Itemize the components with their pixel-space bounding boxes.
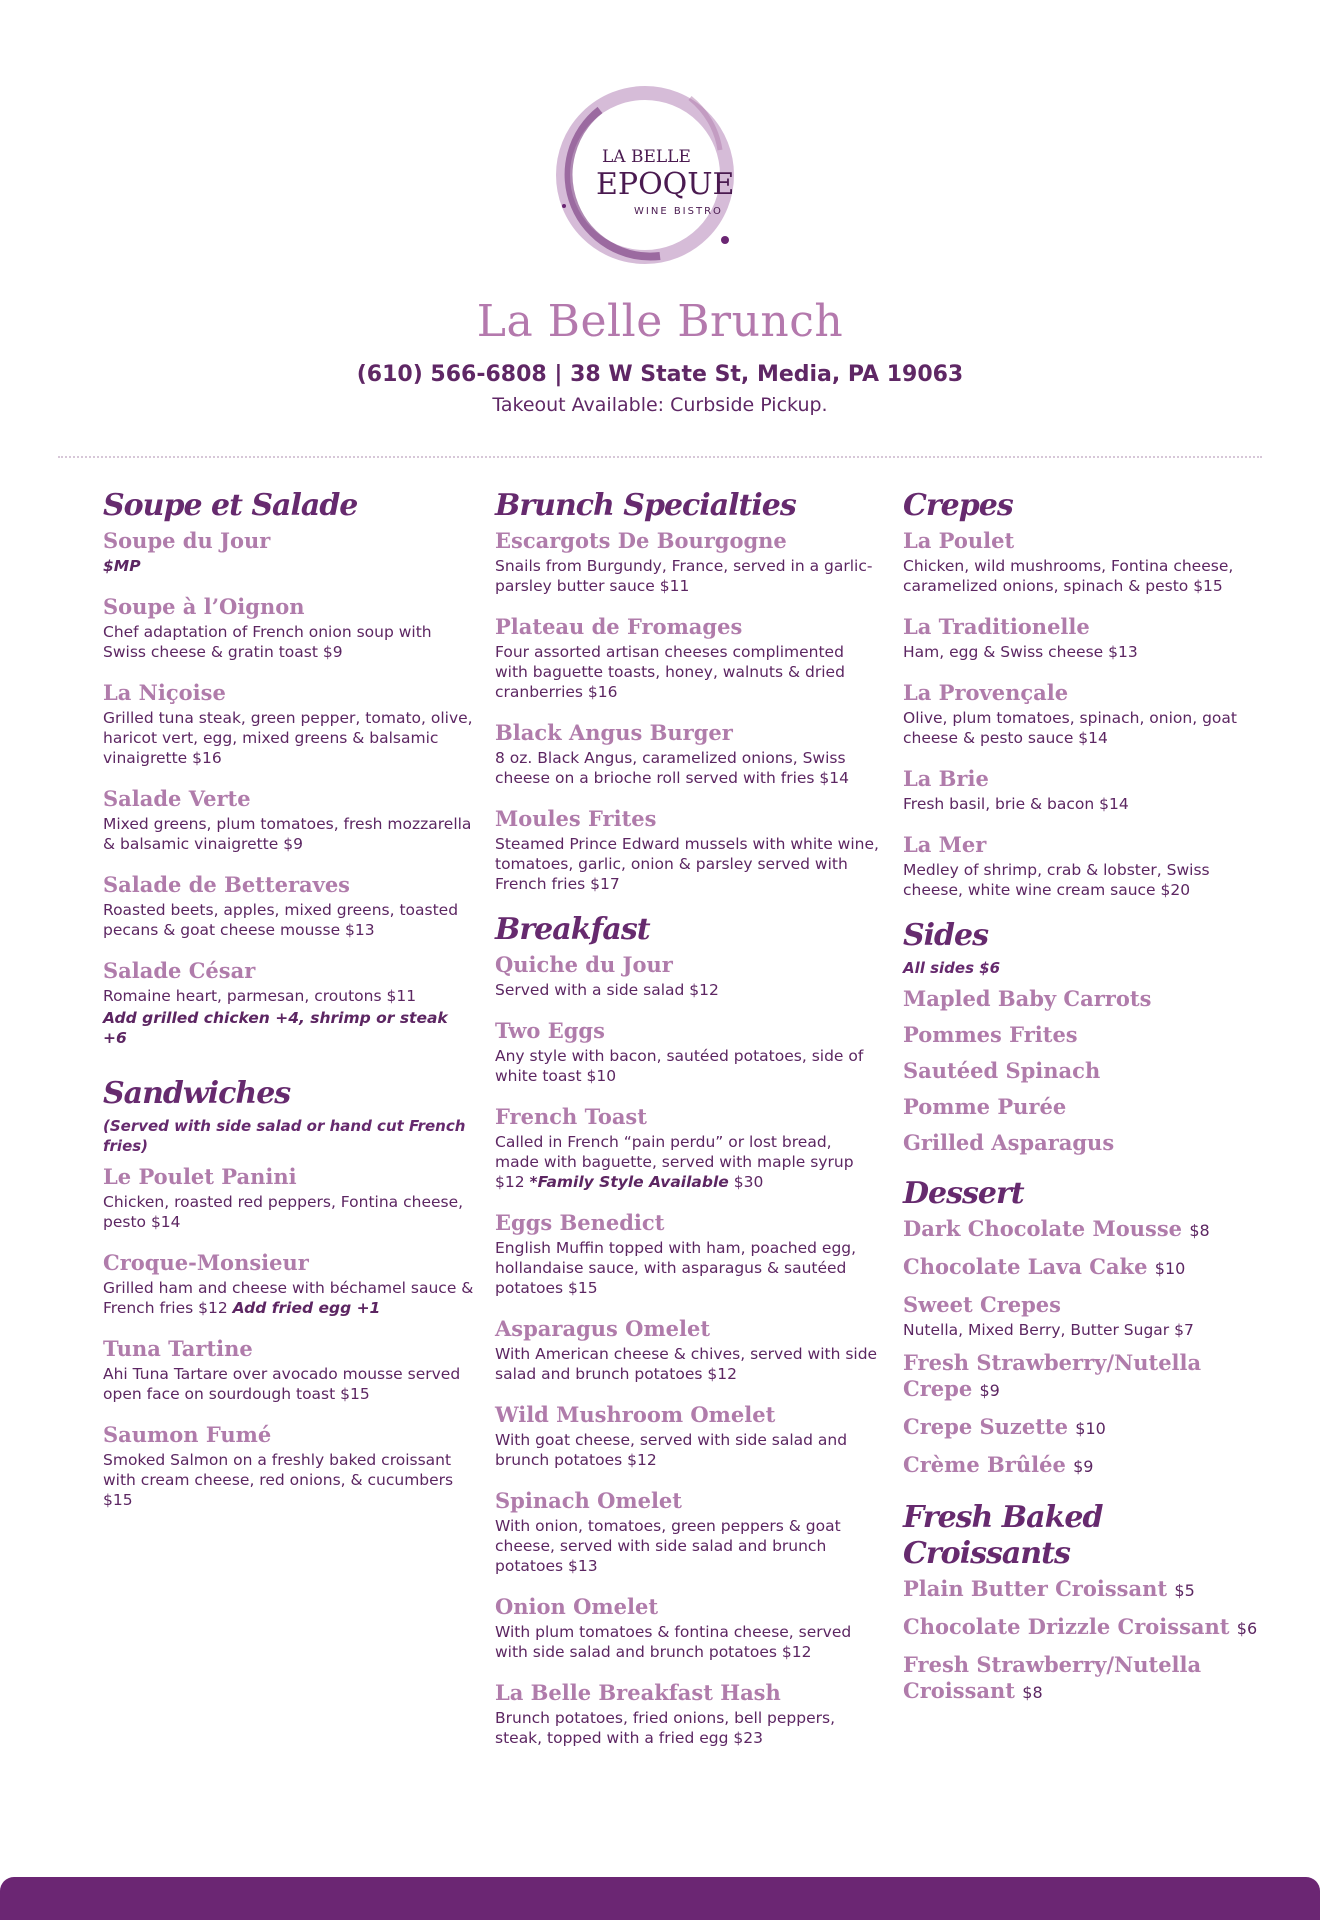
section-brunch-specialties <box>495 488 880 894</box>
menu-column-center <box>495 488 880 1766</box>
menu-item <box>495 1488 880 1576</box>
item-name: Soupe du Jour <box>103 528 271 553</box>
item-price: $10 <box>1154 1259 1186 1278</box>
item-price: $5 <box>1174 1581 1195 1600</box>
section-title: Soupe et Salade <box>103 488 358 523</box>
item-name: Onion Omelet <box>495 1594 659 1619</box>
item-name: Quiche du Jour <box>495 952 673 977</box>
logo-emblem <box>540 70 810 280</box>
section-title: Dessert <box>903 1176 1024 1211</box>
item-price: $8 <box>1022 1683 1043 1702</box>
item-desc: Served with a side salad $12 <box>495 981 719 999</box>
section-sandwiches <box>103 1076 475 1510</box>
dessert-item <box>903 1292 1263 1340</box>
item-desc: Chicken, wild mushrooms, Fontina cheese, caramelized onions, spinach & pesto $15 <box>903 557 1234 595</box>
item-name: Salade Verte <box>103 786 251 811</box>
menu-item <box>103 872 475 940</box>
item-desc: Four assorted artisan cheeses complimented with baguette toasts, honey, walnuts & dried cranberries $16 <box>495 643 845 701</box>
dessert-item <box>903 1216 1263 1244</box>
item-desc: $MP <box>103 557 141 575</box>
item-name: La Mer <box>903 832 987 857</box>
item-name: La Poulet <box>903 528 1015 553</box>
item-name: Croque-Monsieur <box>103 1250 309 1275</box>
logo-line2: EPOQUE <box>596 167 735 202</box>
item-desc: Steamed Prince Edward mussels with white wine, tomatoes, garlic, onion & parsley served with French fries $17 <box>495 835 879 893</box>
item-desc: Snails from Burgundy, France, served in a garlic-parsley butter sauce $11 <box>495 557 873 595</box>
item-desc: Ham, egg & Swiss cheese $13 <box>903 643 1138 661</box>
section-title: Sandwiches <box>103 1076 291 1111</box>
menu-item <box>495 1018 880 1086</box>
item-price: $6 <box>1236 1619 1258 1638</box>
section-dessert <box>903 1176 1263 1480</box>
item-name: Le Poulet Panini <box>103 1164 297 1189</box>
item-desc: Olive, plum tomatoes, spinach, onion, goat cheese & pesto sauce $14 <box>903 709 1237 747</box>
item-name: La Brie <box>903 766 989 791</box>
item-desc-text: Called in French “pain perdu” or lost bread, made with baguette, served with maple syrup $12 <box>495 1133 854 1191</box>
item-extra-price: $30 <box>733 1173 764 1191</box>
menu-item <box>495 720 880 788</box>
item-name: Wild Mushroom Omelet <box>495 1402 776 1427</box>
item-extra: Add fried egg +1 <box>232 1299 381 1317</box>
item-name: Plain Butter Croissant <box>903 1576 1168 1601</box>
menu-item <box>103 1336 475 1404</box>
item-name: La Niçoise <box>103 680 226 705</box>
item-name: Fresh Strawberry/Nutella Crepe <box>903 1350 1202 1401</box>
item-name: Chocolate Lava Cake <box>903 1254 1148 1279</box>
item-name: La Provençale <box>903 680 1069 705</box>
item-desc: Nutella, Mixed Berry, Butter Sugar $7 <box>903 1321 1194 1339</box>
item-desc: Brunch potatoes, fried onions, bell peppers, steak, topped with a fried egg $23 <box>495 1709 836 1747</box>
item-name: Saumon Fumé <box>103 1422 272 1447</box>
item-desc: With American cheese & chives, served with side salad and brunch potatoes $12 <box>495 1345 878 1383</box>
item-desc: 8 oz. Black Angus, caramelized onions, Swiss cheese on a brioche roll served with fries $14 <box>495 749 850 787</box>
menu-item <box>903 680 1263 748</box>
item-desc-text: Grilled ham and cheese with béchamel sauce & French fries $12 <box>103 1279 474 1317</box>
dessert-item <box>903 1254 1263 1282</box>
item-desc: With onion, tomatoes, green peppers & goat cheese, served with side salad and brunch potatoes $13 <box>495 1517 841 1575</box>
item-name: Crepe Suzette <box>903 1414 1068 1439</box>
footer-bar <box>0 1877 1320 1920</box>
side-item: Pommes Frites <box>903 1022 1078 1047</box>
item-name: Salade de Betteraves <box>103 872 350 897</box>
item-desc <box>103 1278 475 1318</box>
logo <box>540 70 810 280</box>
item-desc <box>495 1132 880 1192</box>
item-desc: Fresh basil, brie & bacon $14 <box>903 795 1129 813</box>
item-desc: With plum tomatoes & fontina cheese, served with side salad and brunch potatoes $12 <box>495 1623 852 1661</box>
item-price: $8 <box>1189 1221 1210 1240</box>
menu-item <box>903 528 1263 596</box>
section-crepes <box>903 488 1263 900</box>
item-extra: Add grilled chicken +4, shrimp or steak +6 <box>103 1009 448 1047</box>
menu-item <box>495 1402 880 1470</box>
menu-item <box>495 1210 880 1298</box>
item-name: Plateau de Fromages <box>495 614 743 639</box>
section-croissants <box>903 1500 1263 1706</box>
item-name: Dark Chocolate Mousse <box>903 1216 1183 1241</box>
croissant-item <box>903 1614 1263 1642</box>
section-note: All sides $6 <box>903 959 1001 977</box>
item-name: La Traditionelle <box>903 614 1090 639</box>
section-title: Crepes <box>903 488 1013 523</box>
menu-item <box>495 1594 880 1662</box>
section-title: Fresh Baked Croissants <box>903 1500 1103 1571</box>
takeout-note: Takeout Available: Curbside Pickup. <box>492 394 828 416</box>
logo-line1: LA BELLE <box>602 147 691 167</box>
menu-item <box>103 1250 475 1318</box>
section-note: (Served with side salad or hand cut French fries) <box>103 1117 466 1155</box>
side-item: Sautéed Spinach <box>903 1058 1101 1083</box>
dessert-item <box>903 1452 1263 1480</box>
dessert-item <box>903 1414 1263 1442</box>
item-name: French Toast <box>495 1104 647 1129</box>
item-price: $9 <box>1073 1457 1094 1476</box>
menu-item <box>495 528 880 596</box>
menu-item <box>103 958 475 1048</box>
item-desc: Chef adaptation of French onion soup with Swiss cheese & gratin toast $9 <box>103 623 432 661</box>
item-desc: Chicken, roasted red peppers, Fontina cheese, pesto $14 <box>103 1193 464 1231</box>
item-desc: Romaine heart, parmesan, croutons $11 <box>103 987 417 1005</box>
section-breakfast <box>495 912 880 1748</box>
item-desc: Ahi Tuna Tartare over avocado mousse served open face on sourdough toast $15 <box>103 1365 461 1403</box>
menu-item <box>903 832 1263 900</box>
item-name: Spinach Omelet <box>495 1488 682 1513</box>
menu-item <box>495 1316 880 1384</box>
header-divider <box>58 456 1262 458</box>
item-desc: With goat cheese, served with side salad and brunch potatoes $12 <box>495 1431 848 1469</box>
item-extra: *Family Style Available <box>529 1173 729 1191</box>
menu-item <box>495 614 880 702</box>
item-name: Moules Frites <box>495 806 657 831</box>
section-sides <box>903 918 1263 1156</box>
item-name: Eggs Benedict <box>495 1210 665 1235</box>
croissant-item <box>903 1576 1263 1604</box>
item-name: Black Angus Burger <box>495 720 733 745</box>
item-name: Soupe à l’Oignon <box>103 594 305 619</box>
item-desc: Grilled tuna steak, green pepper, tomato, olive, haricot vert, egg, mixed greens & balsamic vinaigrette $16 <box>103 709 473 767</box>
side-item: Pomme Purée <box>903 1094 1067 1119</box>
menu-item <box>903 614 1263 662</box>
menu-item <box>103 680 475 768</box>
item-name: Tuna Tartine <box>103 1336 253 1361</box>
item-name: Salade César <box>103 958 256 983</box>
item-desc: Mixed greens, plum tomatoes, fresh mozzarella & balsamic vinaigrette $9 <box>103 815 472 853</box>
menu-item <box>103 786 475 854</box>
side-item: Mapled Baby Carrots <box>903 986 1152 1011</box>
item-desc: Roasted beets, apples, mixed greens, toasted pecans & goat cheese mousse $13 <box>103 901 459 939</box>
item-name: Asparagus Omelet <box>495 1316 711 1341</box>
item-desc: Any style with bacon, sautéed potatoes, side of white toast $10 <box>495 1047 864 1085</box>
item-desc: English Muffin topped with ham, poached egg, hollandaise sauce, with asparagus & sautéed potatoes $15 <box>495 1239 857 1297</box>
item-name: Two Eggs <box>495 1018 605 1043</box>
item-price: $9 <box>979 1381 1000 1400</box>
section-soupe-et-salade <box>103 488 475 1048</box>
page-title: La Belle Brunch <box>476 296 844 347</box>
menu-item <box>495 1680 880 1748</box>
item-desc: Medley of shrimp, crab & lobster, Swiss cheese, white wine cream sauce $20 <box>903 861 1210 899</box>
section-title: Sides <box>903 918 989 953</box>
item-name: Sweet Crepes <box>903 1292 1061 1317</box>
item-name: Fresh Strawberry/Nutella Croissant <box>903 1652 1202 1703</box>
menu-column-left <box>103 488 475 1528</box>
side-item: Grilled Asparagus <box>903 1130 1115 1155</box>
contact-info: (610) 566-6808 | 38 W State St, Media, PA 19063 <box>356 362 964 387</box>
item-name: La Belle Breakfast Hash <box>495 1680 781 1705</box>
item-name: Crème Brûlée <box>903 1452 1066 1477</box>
item-name: Chocolate Drizzle Croissant <box>903 1614 1230 1639</box>
section-title: Breakfast <box>495 912 650 947</box>
item-desc: Smoked Salmon on a freshly baked croissant with cream cheese, red onions, & cucumbers $15 <box>103 1451 454 1509</box>
croissant-item <box>903 1652 1263 1706</box>
menu-item <box>103 1164 475 1232</box>
menu-column-right <box>903 488 1263 1716</box>
menu-item <box>495 1104 880 1192</box>
menu-item <box>903 766 1263 814</box>
dessert-item <box>903 1350 1263 1404</box>
item-name: Escargots De Bourgogne <box>495 528 787 553</box>
logo-line3: WINE BISTRO <box>634 206 723 217</box>
menu-item <box>103 594 475 662</box>
item-price: $10 <box>1075 1419 1106 1438</box>
menu-item <box>495 952 880 1000</box>
menu-item <box>103 528 475 576</box>
menu-item <box>103 1422 475 1510</box>
section-title: Brunch Specialties <box>495 488 796 523</box>
menu-item <box>495 806 880 894</box>
